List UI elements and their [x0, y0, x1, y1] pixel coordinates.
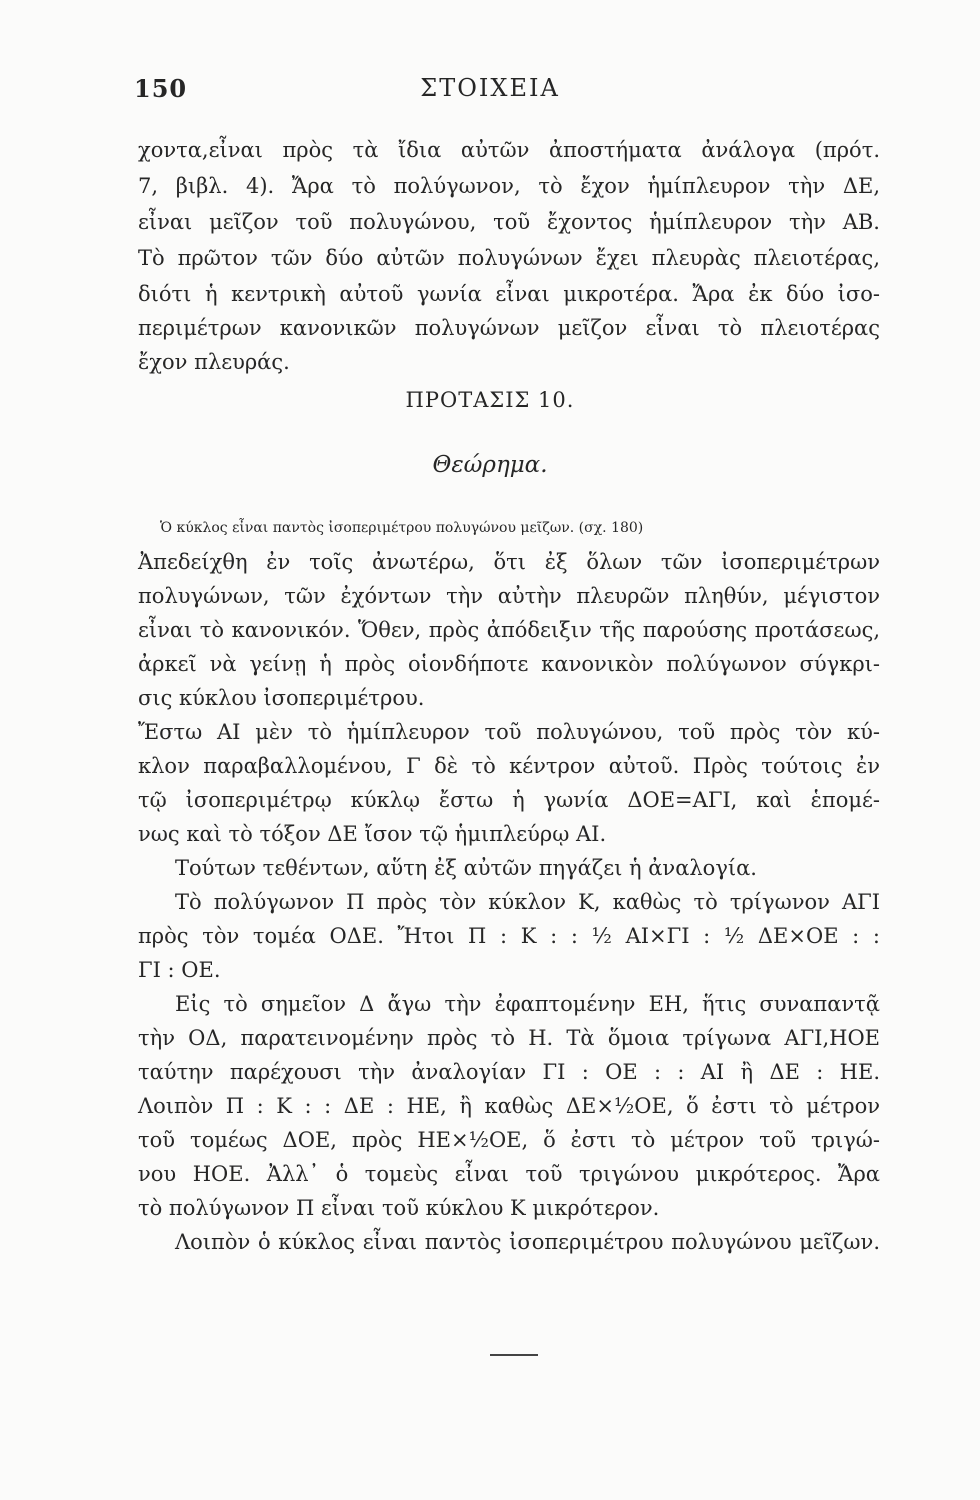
- text-line: χοντα,εἶναι πρὸς τὰ ἴδια αὐτῶν ἀποστήματα ἀνάλογα (πρότ.: [138, 138, 880, 162]
- text-line: ἔχον πλευράς.: [138, 350, 290, 374]
- theorem-label: Θεώρημα.: [432, 452, 548, 478]
- running-head: ΣΤΟΙΧΕΙΑ: [420, 74, 560, 102]
- text-line: Ἀπεδείχθη ἐν τοῖς ἀνωτέρω, ὅτι ἐξ ὅλων τῶν ἰσοπεριμέτρων: [138, 550, 880, 574]
- text-line: τοῦ τομέως ΔΟΕ, πρὸς ΗΕ×½ΟΕ, ὅ ἐστι τὸ μέτρον τοῦ τριγώ-: [138, 1128, 880, 1152]
- text-line: Εἰς τὸ σημεῖον Δ ἄγω τὴν ἐφαπτομένην ΕΗ, ἥτις συναπαντᾷ: [175, 992, 880, 1016]
- text-line: διότι ἡ κεντρικὴ αὐτοῦ γωνία εἶναι μικροτέρα. Ἄρα ἐκ δύο ἰσο-: [138, 282, 880, 306]
- text-line: εἶναι τὸ κανονικόν. Ὅθεν, πρὸς ἀπόδειξιν τῆς παρούσης προτάσεως,: [138, 618, 880, 642]
- theorem-statement: Ὁ κύκλος εἶναι παντὸς ἰσοπεριμέτρου πολυγώνου μεῖζων. (σχ. 180): [160, 520, 644, 536]
- text-line: Λοιπὸν Π : Κ : : ΔΕ : ΗΕ, ἢ καθὼς ΔΕ×½ΟΕ, ὅ ἐστι τὸ μέτρον: [138, 1094, 880, 1118]
- text-line: Τούτων τεθέντων, αὕτη ἐξ αὐτῶν πηγάζει ἡ ἀναλογία.: [175, 856, 757, 880]
- text-line: Λοιπὸν ὁ κύκλος εἶναι παντὸς ἰσοπεριμέτρου πολυγώνου μεῖζων.: [175, 1230, 880, 1254]
- text-line: κλον παραβαλλομένου, Γ δὲ τὸ κέντρον αὐτοῦ. Πρὸς τούτοις ἐν: [138, 754, 880, 778]
- proposition-title: ΠΡΟΤΑΣΙΣ 10.: [405, 388, 575, 412]
- text-line: ΓΙ : ΟΕ.: [138, 958, 221, 982]
- text-line: ταύτην παρέχουσι τὴν ἀναλογίαν ΓΙ : ΟΕ : : ΑΙ ἢ ΔΕ : ΗΕ.: [138, 1060, 880, 1084]
- text-line: Τὸ πολύγωνον Π πρὸς τὸν κύκλον Κ, καθὼς τὸ τρίγωνον ΑΓΙ: [175, 890, 880, 914]
- text-line: εἶναι μεῖζον τοῦ πολυγώνου, τοῦ ἔχοντος ἡμίπλευρον τὴν ΑΒ.: [138, 210, 880, 234]
- text-line: περιμέτρων κανονικῶν πολυγώνων μεῖζον εἶναι τὸ πλειοτέρας: [138, 316, 880, 340]
- text-line: πρὸς τὸν τομέα ΟΔΕ. Ἤτοι Π : Κ : : ½ ΑΙ×ΓΙ : ½ ΔΕ×ΟΕ : :: [138, 924, 880, 948]
- text-line: νου ΗΟΕ. Ἀλλ᾽ ὁ τομεὺς εἶναι τοῦ τριγώνου μικρότερος. Ἄρα: [138, 1162, 880, 1186]
- text-line: πολυγώνων, τῶν ἐχόντων τὴν αὐτὴν πλευρῶν πληθύν, μέγιστον: [138, 584, 880, 608]
- end-rule: [490, 1354, 538, 1356]
- page-number: 150: [134, 74, 188, 103]
- text-line: ἀρκεῖ νὰ γείνῃ ἡ πρὸς οἱονδήποτε κανονικὸν πολύγωνον σύγκρι-: [138, 652, 880, 676]
- text-line: τὴν ΟΔ, παρατεινομένην πρὸς τὸ Η. Τὰ ὅμοια τρίγωνα ΑΓΙ,ΗΟΕ: [138, 1026, 880, 1050]
- text-line: Τὸ πρῶτον τῶν δύο αὐτῶν πολυγώνων ἔχει πλευρὰς πλειοτέρας,: [138, 246, 880, 270]
- text-line: Ἔστω ΑΙ μὲν τὸ ἡμίπλευρον τοῦ πολυγώνου, τοῦ πρὸς τὸν κύ-: [138, 720, 880, 744]
- text-line: 7, βιβλ. 4). Ἄρα τὸ πολύγωνον, τὸ ἔχον ἡμίπλευρον τὴν ΔΕ,: [138, 174, 880, 198]
- text-line: τῷ ἰσοπεριμέτρῳ κύκλῳ ἔστω ἡ γωνία ΔΟΕ=ΑΓΙ, καὶ ἑπομέ-: [138, 788, 880, 812]
- text-line: νως καὶ τὸ τόξον ΔΕ ἴσον τῷ ἡμιπλεύρῳ ΑΙ.: [138, 822, 607, 846]
- text-line: σις κύκλου ἰσοπεριμέτρου.: [138, 686, 425, 710]
- text-line: τὸ πολύγωνον Π εἶναι τοῦ κύκλου Κ μικρότερον.: [138, 1196, 660, 1220]
